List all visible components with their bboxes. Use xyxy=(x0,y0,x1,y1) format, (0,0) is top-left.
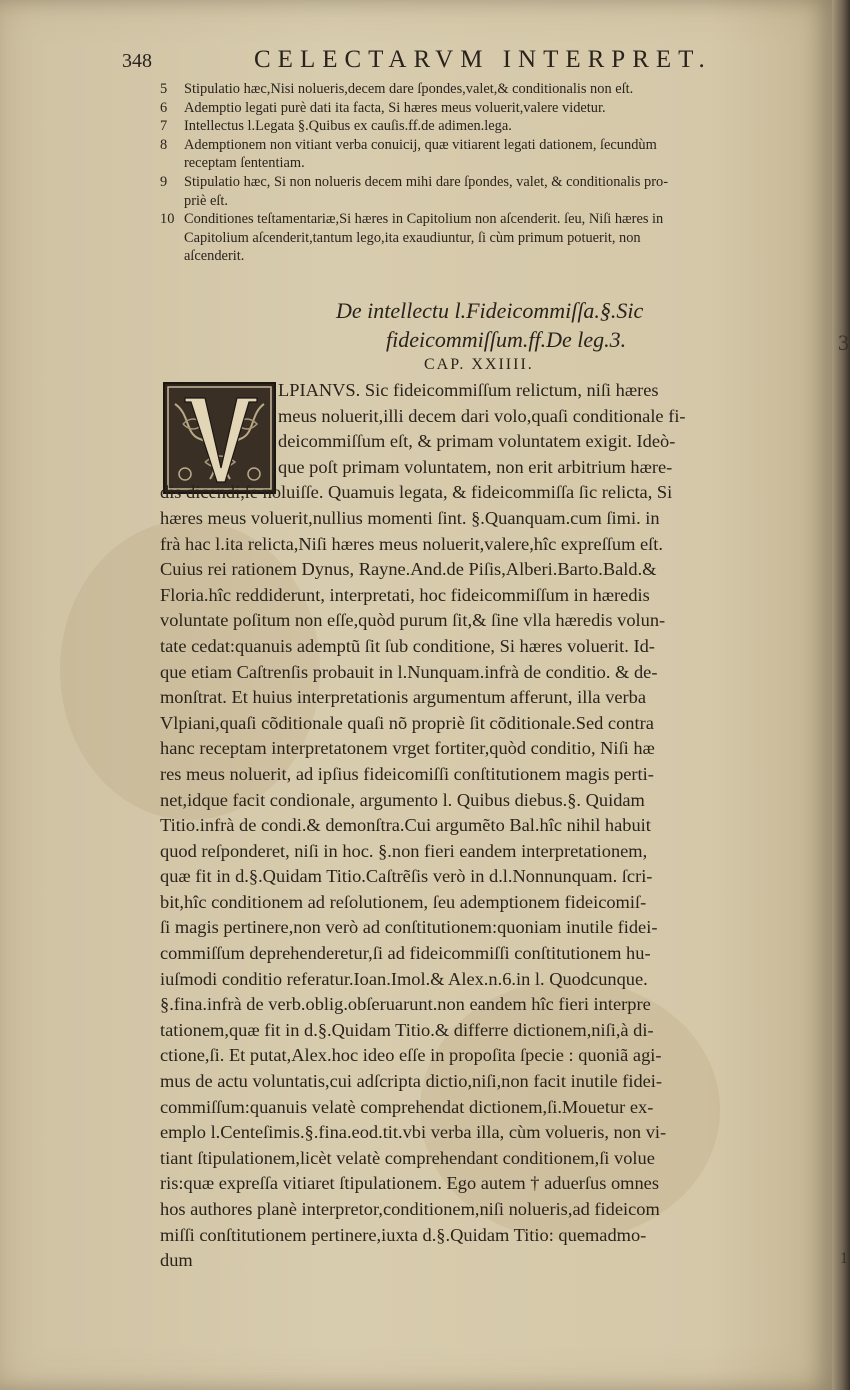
summary-note xyxy=(160,80,816,99)
text-line: tate cedat:quanuis ademptũ ſit ſub conditione, Si hæres voluerit. Id- xyxy=(160,635,655,656)
text-line: hæres meus voluerit,nullius momenti ſint. §.Quanquam.cum ſimi. in xyxy=(160,507,660,528)
text-line: net,idque facit condionale, argumento l. Quibus diebus.§. Quidam xyxy=(160,789,645,810)
text-line: tiant ſtipulationem,licèt velatè comprehendant conditionem,ſi volue xyxy=(160,1147,655,1168)
text-line: commiſſum deprehenderetur,ſi ad fideicommiſſi conſtitutionem hu- xyxy=(160,943,651,964)
summary-note xyxy=(160,117,816,136)
summary-note xyxy=(160,136,816,173)
text-line: Titio.infrà de condi.& demonſtra.Cui argumẽto Bal.hîc nihil habuit xyxy=(160,815,651,836)
text-line: deicommiſſum eſt, & primam voluntatem exigit. Ideò- xyxy=(278,431,676,452)
summary-note-number: 9 xyxy=(160,173,168,190)
summary-note xyxy=(160,210,816,266)
chapter-heading-line: fideicommiſſum.ff.De leg.3. xyxy=(386,327,627,352)
summary-note-number: 7 xyxy=(160,118,168,135)
right-margin-mark: 1 xyxy=(840,1250,848,1267)
text-line: voluntate poſitum non eſſe,quòd purum ſit,& ſine vlla hæredis volun- xyxy=(160,610,666,631)
text-line: Vlpiani,quaſi cõditionale quaſi nõ propriè ſit cõditionale.Sed contra xyxy=(160,712,654,733)
text-line: meus noluerit,illi decem dari volo,quaſi conditionale fi- xyxy=(278,405,686,426)
summary-note-number: 8 xyxy=(160,136,168,153)
summary-note-line: Intellectus l.Legata §.Quibus ex cauſis.ff.de adimen.lega. xyxy=(184,118,512,135)
summary-note-line: receptam ſententiam. xyxy=(184,155,305,172)
page-edge-shadow xyxy=(832,0,850,1390)
text-line: §.fina.infrà de verb.oblig.obſeruarunt.non eandem hîc fieri interpre xyxy=(160,994,651,1015)
chapter-heading-line: De intellectu l.Fideicommiſſa.§.Sic xyxy=(336,298,644,323)
summary-note-number: 6 xyxy=(160,99,168,116)
text-line: Floria.hîc reddiderunt, interpretati, hoc fideicommiſſum in hæredis xyxy=(160,584,650,605)
text-line: ris:quæ expreſſa vitiaret ſtipulationem. Ego autem † aduerſus omnes xyxy=(160,1173,659,1194)
folio-number: 348 xyxy=(122,50,152,72)
page-header xyxy=(122,46,822,78)
text-line: quæ fit in d.§.Quidam Titio.Caſtrẽſis verò in d.l.Nonnunquam. ſcri- xyxy=(160,866,653,887)
text-line: bit,hîc conditionem ad reſolutionem, ſeu ademptionem fideicomiſ- xyxy=(160,891,647,912)
text-line: ctione,ſi. Et putat,Alex.hoc ideo eſſe in propoſita ſpecie : quoniã agi- xyxy=(160,1045,662,1066)
summary-note xyxy=(160,99,816,118)
text-line: LPIANVS. Sic fideicommiſſum relictum, niſi hæres xyxy=(278,380,659,400)
summary-note-line: Capitolium aſcenderit,tantum lego,ita exaudiuntur, ſi cùm primum potuerit, non xyxy=(184,229,641,246)
text-line: emplo l.Centeſimis.§.fina.eod.tit.vbi verba illa, cùm volueris, non vi- xyxy=(160,1122,667,1143)
text-line: commiſſum:quanuis velatè comprehendat dictionem,ſi.Mouetur ex- xyxy=(160,1096,654,1117)
right-margin-mark: 3 xyxy=(838,330,849,355)
chapter-number: CAP. XXIIII. xyxy=(424,356,534,373)
text-line: ſi magis pertinere,non verò ad conſtitutionem:quoniam inutile fidei- xyxy=(160,917,658,938)
text-line: quod reſponderet, niſi in hoc. §.non fieri eandem interpretationem, xyxy=(160,840,648,861)
text-line: dum xyxy=(160,1250,193,1271)
summary-note-line: Conditiones teſtamentariæ,Si hæres in Capitolium non aſcenderit. ſeu, Niſi hæres in xyxy=(184,211,664,228)
text-line: hanc receptam interpretatonem vrget fortiter,quòd conditio, Niſi hæ xyxy=(160,738,655,759)
running-title: CELECTARVM INTERPRET. xyxy=(254,46,712,73)
summary-note-number: 10 xyxy=(160,211,175,228)
marginal-summary-notes xyxy=(160,80,816,266)
text-line: monſtrat. Et huius interpretationis argumentum afferunt, illa verba xyxy=(160,687,647,708)
summary-note-line: Stipulatio hæc, Si non nolueris decem mihi dare ſpondes, valet, & conditionalis pro- xyxy=(184,173,669,190)
summary-note-line: priè eſt. xyxy=(184,192,228,209)
text-line: que poſt primam voluntatem, non erit arbitrium hære- xyxy=(278,456,673,477)
summary-note-number: 5 xyxy=(160,81,168,97)
text-line: que etiam Caſtrenſis probauit in l.Nunquam.infrà de conditio. & de- xyxy=(160,661,658,682)
main-text-column xyxy=(160,378,814,1274)
text-line: tationem,quæ fit in d.§.Quidam Titio.& differre dictionem,niſi,à di- xyxy=(160,1019,654,1040)
text-line: frà hac l.ita relicta,Niſi hæres meus noluerit,valere,hîc expreſſum eſt. xyxy=(160,533,663,554)
text-line: dis dicendi,ſe noluiſſe. Quamuis legata, & fideicommiſſa ſic relicta, Si xyxy=(160,482,673,503)
summary-note-line: Stipulatio hæc,Nisi nolueris,decem dare ſpondes,valet,& conditionalis non eſt. xyxy=(184,81,634,97)
summary-note-line: aſcenderit. xyxy=(184,248,245,265)
text-line: res meus noluerit, ad ipſius fideicomiſſi conſtitutionem magis perti- xyxy=(160,763,654,784)
summary-note-line: Ademptionem non vitiant verba conuicij, quæ vitiarent legati dationem, ſecundùm xyxy=(184,136,657,153)
text-line: mus de actu voluntatis,cui adſcripta dictio,niſi,non facit inutile fidei- xyxy=(160,1071,663,1092)
summary-note-line: Ademptio legati purè dati ita facta, Si hæres meus voluerit,valere videtur. xyxy=(184,99,606,116)
text-line: hos authores planè interpretor,conditionem,niſi nolueris,ad fideicom xyxy=(160,1199,660,1219)
text-line: Cuius rei rationem Dynus, Rayne.And.de Piſis,Alberi.Barto.Bald.& xyxy=(160,559,657,580)
summary-note xyxy=(160,173,816,210)
text-line: iuſmodi conditio referatur.Ioan.Imol.& Alex.n.6.in l. Quodcunque. xyxy=(160,968,648,989)
text-line: miſſi conſtitutionem pertinere,iuxta d.§.Quidam Titio: quemadmo- xyxy=(160,1224,647,1245)
chapter-heading xyxy=(310,296,710,354)
